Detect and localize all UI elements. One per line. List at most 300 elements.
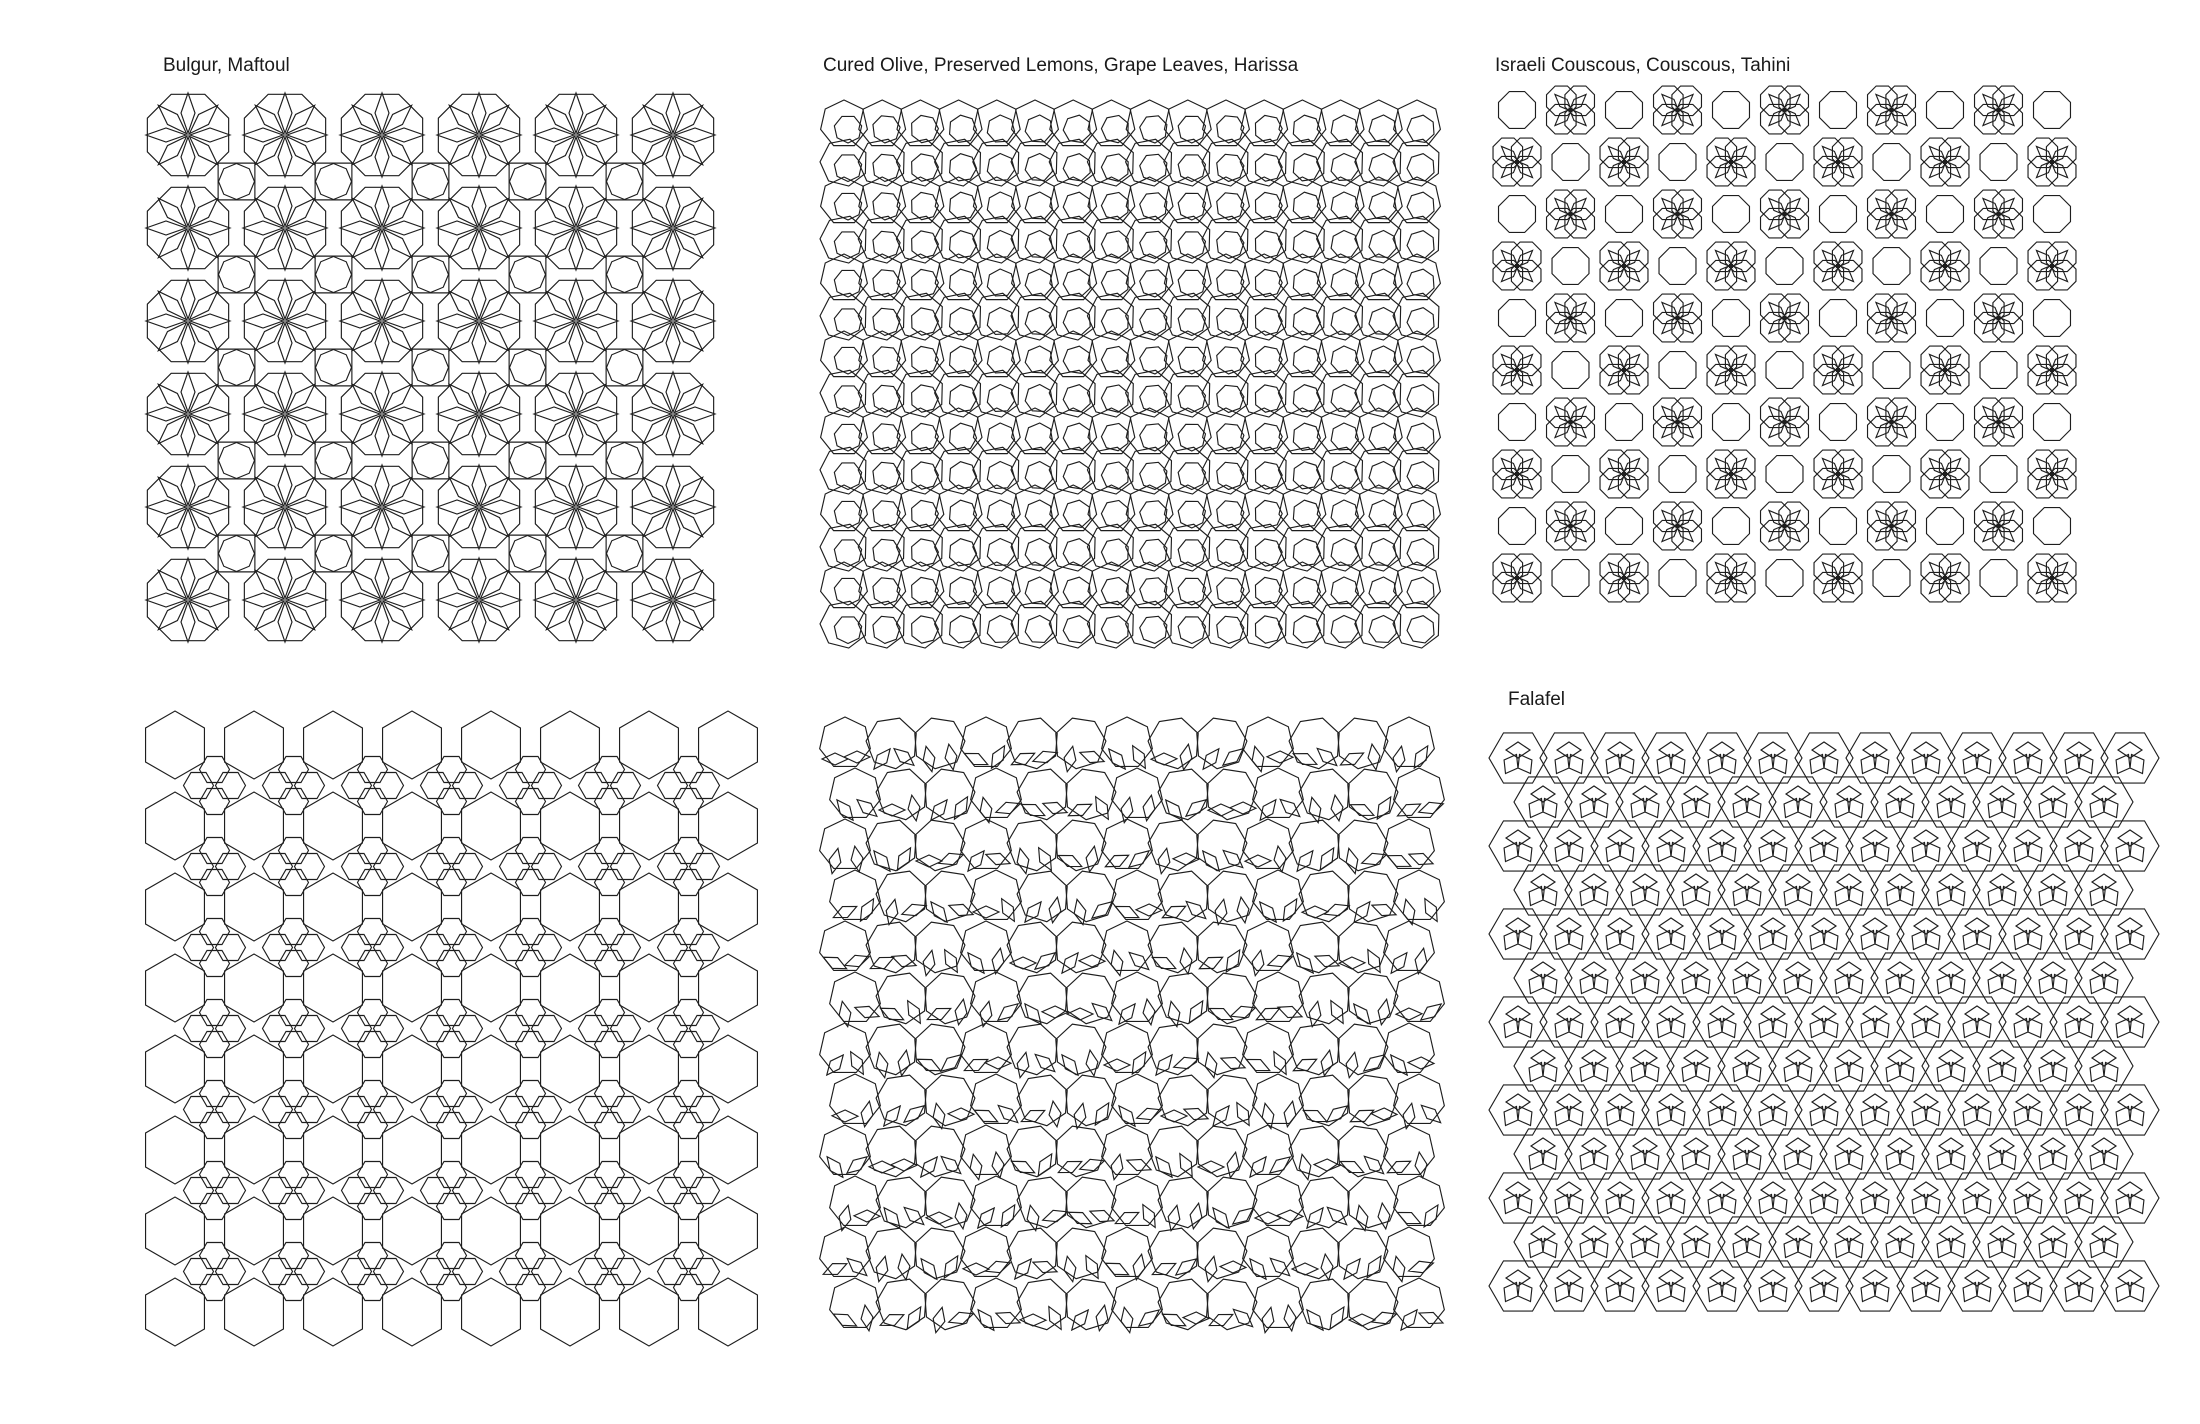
octagon-tile bbox=[438, 373, 519, 454]
heptagon bbox=[820, 717, 871, 766]
heptagon-inner bbox=[1407, 577, 1434, 604]
heptagon bbox=[1112, 1278, 1163, 1327]
star-point bbox=[904, 1207, 924, 1224]
cube-face-right bbox=[1824, 754, 1838, 773]
small-hexagon bbox=[216, 1178, 246, 1204]
cube-face-top bbox=[1557, 742, 1581, 758]
cube-face-top bbox=[1812, 1182, 1836, 1198]
small-hexagon bbox=[690, 773, 720, 799]
small-hexagon bbox=[216, 1259, 246, 1285]
small-hexagon bbox=[374, 1178, 404, 1204]
heptagon-inner bbox=[950, 423, 977, 450]
cube-face-left bbox=[2116, 1194, 2130, 1213]
cube-face-right bbox=[1620, 842, 1634, 861]
heptagon-inner bbox=[1293, 577, 1320, 604]
heptagon-inner bbox=[1140, 424, 1167, 451]
cube-face-top bbox=[1608, 1270, 1632, 1286]
cube-face-left bbox=[1657, 1282, 1671, 1301]
octagon-tile bbox=[535, 94, 616, 175]
star-point bbox=[1162, 906, 1185, 918]
cube-face-left bbox=[1682, 798, 1696, 817]
heptagon-inner bbox=[1217, 578, 1244, 605]
cube-face-right bbox=[2079, 930, 2093, 949]
cube-face-top bbox=[1582, 1050, 1606, 1066]
heptagon bbox=[1197, 1024, 1247, 1075]
cube-face-right bbox=[1620, 1282, 1634, 1301]
heptagon bbox=[925, 1177, 975, 1228]
cube-face-right bbox=[1798, 1150, 1812, 1169]
heptagon-inner bbox=[1255, 500, 1282, 527]
heptagon-inner bbox=[950, 577, 977, 604]
heptagon-inner bbox=[912, 346, 939, 373]
star-point bbox=[1246, 1059, 1270, 1070]
plain-octagon bbox=[1552, 456, 1589, 493]
star-point bbox=[1267, 751, 1293, 763]
cube-face-top bbox=[1531, 786, 1555, 802]
cube-face-top bbox=[2067, 918, 2091, 934]
small-hexagon bbox=[295, 773, 325, 799]
plain-octagon bbox=[1873, 560, 1910, 597]
cube-face-top bbox=[1863, 1006, 1887, 1022]
cube-face-left bbox=[2090, 1062, 2104, 1081]
star-point bbox=[921, 1157, 938, 1177]
cube-face-top bbox=[1735, 1050, 1759, 1066]
cube-face-left bbox=[1631, 1150, 1645, 1169]
small-hexagon bbox=[421, 1097, 451, 1123]
large-hexagon bbox=[146, 1197, 205, 1265]
cube-face-right bbox=[2002, 1150, 2016, 1169]
cube-face-right bbox=[1875, 1106, 1889, 1125]
cube-face-left bbox=[1784, 1062, 1798, 1081]
heptagon-inner bbox=[1293, 346, 1320, 373]
inner-octagon bbox=[219, 536, 255, 572]
small-hexagon bbox=[690, 1097, 720, 1123]
cube-face-top bbox=[1812, 742, 1836, 758]
star-point bbox=[1203, 851, 1220, 871]
heptagon-inner bbox=[1101, 462, 1128, 489]
cube-face-right bbox=[1977, 754, 1991, 773]
small-hexagon bbox=[374, 1016, 404, 1042]
cube-face-right bbox=[1875, 1194, 1889, 1213]
cube-face-left bbox=[1963, 1018, 1977, 1037]
heptagon-inner bbox=[1369, 423, 1396, 450]
cube-face-right bbox=[1900, 974, 1914, 993]
heptagon bbox=[1148, 1126, 1198, 1177]
star-point bbox=[1372, 1312, 1397, 1323]
cube-face-left bbox=[2014, 754, 2028, 773]
large-hexagon bbox=[541, 1035, 600, 1103]
cube-face-top bbox=[1914, 1182, 1938, 1198]
cube-face-top bbox=[2092, 1138, 2116, 1154]
plain-octagon bbox=[1499, 508, 1536, 545]
heptagon-inner bbox=[1407, 154, 1434, 181]
plain-octagon bbox=[2034, 404, 2071, 441]
cube-face-right bbox=[2028, 1106, 2042, 1125]
star-point bbox=[1367, 1256, 1381, 1278]
cube-face-left bbox=[1733, 1062, 1747, 1081]
plain-octagon bbox=[1499, 92, 1536, 129]
star-point bbox=[1378, 1203, 1390, 1229]
cube-face-left bbox=[1912, 1106, 1926, 1125]
star-point bbox=[1213, 1106, 1229, 1126]
octagon-tile bbox=[535, 466, 616, 547]
plain-octagon bbox=[1820, 300, 1857, 337]
cube-face-top bbox=[1608, 830, 1632, 846]
cube-face-top bbox=[2067, 742, 2091, 758]
cube-face-top bbox=[1659, 1270, 1683, 1286]
star-point bbox=[876, 1052, 888, 1077]
cube-face-left bbox=[1606, 1018, 1620, 1037]
star-point bbox=[1072, 1310, 1089, 1330]
heptagon-inner bbox=[912, 462, 939, 489]
heptagon-inner bbox=[834, 424, 861, 451]
cube-face-right bbox=[1747, 886, 1761, 905]
cube-face-top bbox=[1888, 786, 1912, 802]
cube-face-top bbox=[1786, 1226, 1810, 1242]
heptagon-inner bbox=[1101, 423, 1128, 450]
cube-face-left bbox=[1810, 842, 1824, 861]
cube-face-right bbox=[1696, 1062, 1710, 1081]
cube-face-right bbox=[1696, 886, 1710, 905]
cube-face-top bbox=[1965, 1094, 1989, 1110]
small-hexagon bbox=[579, 1178, 609, 1204]
large-hexagon bbox=[304, 873, 363, 941]
heptagon-inner bbox=[1255, 269, 1282, 296]
heptagon-inner bbox=[950, 385, 977, 412]
small-hexagon bbox=[658, 935, 688, 961]
plain-octagon bbox=[1980, 248, 2017, 285]
heptagon bbox=[1289, 820, 1339, 871]
octagon-tile bbox=[341, 559, 422, 640]
cube-face-top bbox=[2016, 830, 2040, 846]
cube-face-right bbox=[1773, 754, 1787, 773]
cube-face-left bbox=[1504, 930, 1518, 949]
heptagon-inner bbox=[834, 155, 861, 182]
heptagon-inner bbox=[1293, 308, 1320, 335]
star-point bbox=[1186, 901, 1206, 918]
star-point bbox=[1111, 1154, 1123, 1179]
cube-face-left bbox=[1886, 974, 1900, 993]
plain-octagon bbox=[1980, 144, 2017, 181]
cube-face-right bbox=[2104, 886, 2118, 905]
cube-face-right bbox=[1696, 1150, 1710, 1169]
heptagon-inner bbox=[912, 154, 939, 181]
plain-octagon bbox=[1552, 248, 1589, 285]
small-hexagon bbox=[184, 1097, 214, 1123]
cube-face-top bbox=[1965, 742, 1989, 758]
octagon-tile bbox=[632, 187, 713, 268]
cube-face-left bbox=[1733, 1238, 1747, 1257]
cube-face-top bbox=[1735, 962, 1759, 978]
cube-face-right bbox=[1977, 1106, 1991, 1125]
cube-face-left bbox=[1580, 886, 1594, 905]
heptagon-inner bbox=[1331, 500, 1358, 527]
large-hexagon bbox=[225, 711, 284, 779]
heptagon bbox=[1007, 820, 1057, 871]
cube-face-left bbox=[1504, 1106, 1518, 1125]
cube-face-right bbox=[1594, 974, 1608, 993]
heptagon-inner bbox=[950, 308, 977, 335]
star-point bbox=[933, 1103, 945, 1128]
heptagon-inner bbox=[1331, 423, 1358, 450]
heptagon-inner bbox=[1101, 539, 1128, 566]
cube-face-right bbox=[1849, 974, 1863, 993]
pattern-panel-4 bbox=[130, 710, 770, 1350]
cube-face-right bbox=[1824, 1282, 1838, 1301]
octagon-tile bbox=[244, 94, 325, 175]
cube-face-left bbox=[1529, 886, 1543, 905]
cube-face-top bbox=[2016, 1182, 2040, 1198]
cube-face-top bbox=[1888, 1050, 1912, 1066]
large-hexagon bbox=[541, 1197, 600, 1265]
cube-face-top bbox=[1582, 962, 1606, 978]
star-point bbox=[1354, 1004, 1371, 1024]
cube-face-right bbox=[1824, 930, 1838, 949]
cube-face-left bbox=[1861, 1282, 1875, 1301]
heptagon bbox=[1207, 769, 1257, 820]
heptagon bbox=[1338, 922, 1388, 973]
cube-face-top bbox=[1659, 1094, 1683, 1110]
cube-face-left bbox=[1631, 1062, 1645, 1081]
cube-face-left bbox=[1580, 1062, 1594, 1081]
cube-face-right bbox=[1747, 1062, 1761, 1081]
plain-octagon bbox=[1659, 248, 1696, 285]
star-point bbox=[986, 1261, 1011, 1272]
heptagon-inner bbox=[1063, 616, 1090, 643]
cube-face-top bbox=[1608, 1182, 1632, 1198]
small-hexagon bbox=[690, 1178, 720, 1204]
large-hexagon bbox=[620, 792, 679, 860]
cube-face-left bbox=[1606, 754, 1620, 773]
heptagon-inner bbox=[1063, 539, 1090, 566]
large-hexagon bbox=[620, 1197, 679, 1265]
heptagon bbox=[1348, 1075, 1398, 1126]
cube-face-left bbox=[1708, 1018, 1722, 1037]
star-point bbox=[963, 1263, 989, 1275]
small-hexagon bbox=[690, 1259, 720, 1285]
cube-face-left bbox=[1835, 1062, 1849, 1081]
cube-face-left bbox=[1937, 798, 1951, 817]
star-point bbox=[1027, 1205, 1039, 1230]
star-point bbox=[880, 1008, 903, 1020]
cube-face-top bbox=[1761, 1006, 1785, 1022]
cube-face-top bbox=[2041, 874, 2065, 890]
heptagon-inner bbox=[1369, 462, 1396, 489]
star-point bbox=[1252, 746, 1264, 771]
cube-face-top bbox=[1557, 1006, 1581, 1022]
heptagon bbox=[1066, 973, 1116, 1024]
cube-face-top bbox=[2067, 1270, 2091, 1286]
cube-face-right bbox=[2079, 1282, 2093, 1301]
large-hexagon bbox=[699, 873, 758, 941]
cube-face-right bbox=[2053, 798, 2067, 817]
cube-face-right bbox=[1722, 1106, 1736, 1125]
heptagon-inner bbox=[834, 578, 861, 605]
heptagon-inner bbox=[1369, 308, 1396, 335]
heptagon bbox=[1394, 972, 1445, 1021]
cube-face-left bbox=[1657, 930, 1671, 949]
cube-face-top bbox=[1863, 830, 1887, 846]
cube-face-left bbox=[1784, 1238, 1798, 1257]
large-hexagon bbox=[462, 1116, 521, 1184]
heptagon-inner bbox=[1369, 539, 1396, 566]
heptagon-inner bbox=[873, 308, 900, 335]
large-hexagon bbox=[146, 873, 205, 941]
heptagon-inner bbox=[1331, 269, 1358, 296]
cube-face-left bbox=[1759, 1018, 1773, 1037]
large-hexagon bbox=[541, 711, 600, 779]
small-hexagon bbox=[658, 773, 688, 799]
small-hexagon bbox=[374, 1097, 404, 1123]
cube-face-top bbox=[1914, 1094, 1938, 1110]
star-point bbox=[964, 753, 988, 764]
cube-face-top bbox=[2016, 1006, 2040, 1022]
cube-face-left bbox=[2116, 842, 2130, 861]
heptagon-inner bbox=[1178, 578, 1205, 605]
heptagon bbox=[1207, 1177, 1257, 1228]
octagon-tile bbox=[535, 187, 616, 268]
large-hexagon bbox=[304, 792, 363, 860]
heptagon-inner bbox=[834, 463, 861, 490]
cube-face-top bbox=[1531, 874, 1555, 890]
cube-face-left bbox=[1759, 1194, 1773, 1213]
cube-face-right bbox=[1543, 798, 1557, 817]
cube-face-right bbox=[1977, 1018, 1991, 1037]
heptagon-inner bbox=[1063, 269, 1090, 296]
heptagon-inner bbox=[834, 193, 861, 220]
heptagon bbox=[1289, 922, 1339, 973]
star-point bbox=[1186, 800, 1206, 816]
cube-face-top bbox=[1659, 830, 1683, 846]
heptagon-inner bbox=[987, 539, 1014, 566]
heptagon bbox=[1394, 1278, 1445, 1327]
heptagon-inner bbox=[1369, 115, 1396, 142]
heptagon-inner bbox=[1178, 193, 1205, 220]
cube-face-left bbox=[1580, 1150, 1594, 1169]
plain-octagon bbox=[1820, 196, 1857, 233]
star-point bbox=[1039, 848, 1052, 871]
inner-octagon bbox=[607, 350, 643, 386]
star-point bbox=[1133, 1254, 1145, 1279]
cube-face-left bbox=[1606, 930, 1620, 949]
heptagon-inner bbox=[1101, 577, 1128, 604]
heptagon-inner bbox=[1255, 154, 1282, 181]
cube-face-right bbox=[1722, 1194, 1736, 1213]
plain-octagon bbox=[1766, 456, 1803, 493]
small-hexagon bbox=[374, 773, 404, 799]
star-point bbox=[1284, 1101, 1296, 1126]
inner-octagon bbox=[510, 536, 546, 572]
cube-face-right bbox=[1543, 1238, 1557, 1257]
heptagon bbox=[1197, 1228, 1247, 1279]
cube-face-left bbox=[1529, 798, 1543, 817]
cube-face-top bbox=[1684, 1226, 1708, 1242]
heptagon-inner bbox=[873, 231, 900, 258]
heptagon-inner bbox=[1217, 616, 1244, 643]
heptagon-inner bbox=[1178, 540, 1205, 567]
small-hexagon bbox=[453, 1097, 483, 1123]
star-point bbox=[1237, 897, 1249, 923]
cube-face-right bbox=[1594, 1062, 1608, 1081]
cube-face-right bbox=[2104, 974, 2118, 993]
cube-face-right bbox=[1696, 798, 1710, 817]
star-point bbox=[955, 1203, 967, 1229]
cube-face-left bbox=[1631, 1238, 1645, 1257]
cube-face-left bbox=[1937, 974, 1951, 993]
heptagon-inner bbox=[1369, 154, 1396, 181]
cube-face-top bbox=[2041, 962, 2065, 978]
cube-face-top bbox=[1506, 1094, 1530, 1110]
cube-face-left bbox=[2116, 1282, 2130, 1301]
cube-face-right bbox=[1645, 974, 1659, 993]
cube-face-right bbox=[1569, 1194, 1583, 1213]
inner-octagon bbox=[510, 164, 546, 200]
cube-face-left bbox=[1606, 1106, 1620, 1125]
cube-face-left bbox=[2065, 930, 2079, 949]
heptagon-inner bbox=[1407, 115, 1434, 142]
cube-face-top bbox=[1582, 874, 1606, 890]
cube-face-left bbox=[1886, 1238, 1900, 1257]
heptagon-inner bbox=[1063, 462, 1090, 489]
cube-face-top bbox=[2067, 1006, 2091, 1022]
star-point bbox=[1127, 1159, 1151, 1170]
star-point bbox=[1320, 848, 1334, 870]
cube-face-left bbox=[2065, 754, 2079, 773]
small-hexagon bbox=[216, 935, 246, 961]
small-hexagon bbox=[295, 1016, 325, 1042]
heptagon-inner bbox=[1407, 423, 1434, 450]
heptagon bbox=[1253, 1278, 1304, 1327]
heptagon-inner bbox=[1178, 347, 1205, 374]
cube-face-top bbox=[1582, 1138, 1606, 1154]
inner-octagon bbox=[607, 443, 643, 479]
cube-face-left bbox=[1529, 974, 1543, 993]
cube-face-right bbox=[1875, 930, 1889, 949]
cube-face-right bbox=[1645, 1150, 1659, 1169]
plain-octagon bbox=[1499, 196, 1536, 233]
cube-face-left bbox=[1784, 1150, 1798, 1169]
small-hexagon bbox=[263, 773, 293, 799]
heptagon-inner bbox=[987, 269, 1014, 296]
cube-face-right bbox=[1951, 798, 1965, 817]
large-hexagon bbox=[225, 1278, 284, 1346]
star-point bbox=[1092, 1003, 1112, 1020]
cube-face-top bbox=[1735, 874, 1759, 890]
cube-face-left bbox=[2116, 930, 2130, 949]
heptagon-inner bbox=[1217, 308, 1244, 335]
heptagon-inner bbox=[1331, 346, 1358, 373]
cube-face-left bbox=[1784, 798, 1798, 817]
cube-face-right bbox=[1722, 754, 1736, 773]
cube-face-top bbox=[2016, 742, 2040, 758]
cube-face-top bbox=[1965, 1182, 1989, 1198]
large-hexagon bbox=[383, 1278, 442, 1346]
star-point bbox=[1221, 1057, 1245, 1068]
star-point bbox=[1136, 904, 1162, 916]
plain-octagon bbox=[1713, 508, 1750, 545]
cube-face-left bbox=[1708, 1282, 1722, 1301]
cube-face-left bbox=[2014, 1194, 2028, 1213]
star-point bbox=[902, 904, 927, 915]
cube-face-right bbox=[1900, 1238, 1914, 1257]
heptagon-inner bbox=[1255, 346, 1282, 373]
plain-octagon bbox=[1659, 352, 1696, 389]
star-point bbox=[1387, 856, 1411, 867]
star-point bbox=[1158, 848, 1170, 873]
heptagon-inner bbox=[834, 501, 861, 528]
cube-face-top bbox=[1761, 1270, 1785, 1286]
cube-face-left bbox=[2039, 974, 2053, 993]
